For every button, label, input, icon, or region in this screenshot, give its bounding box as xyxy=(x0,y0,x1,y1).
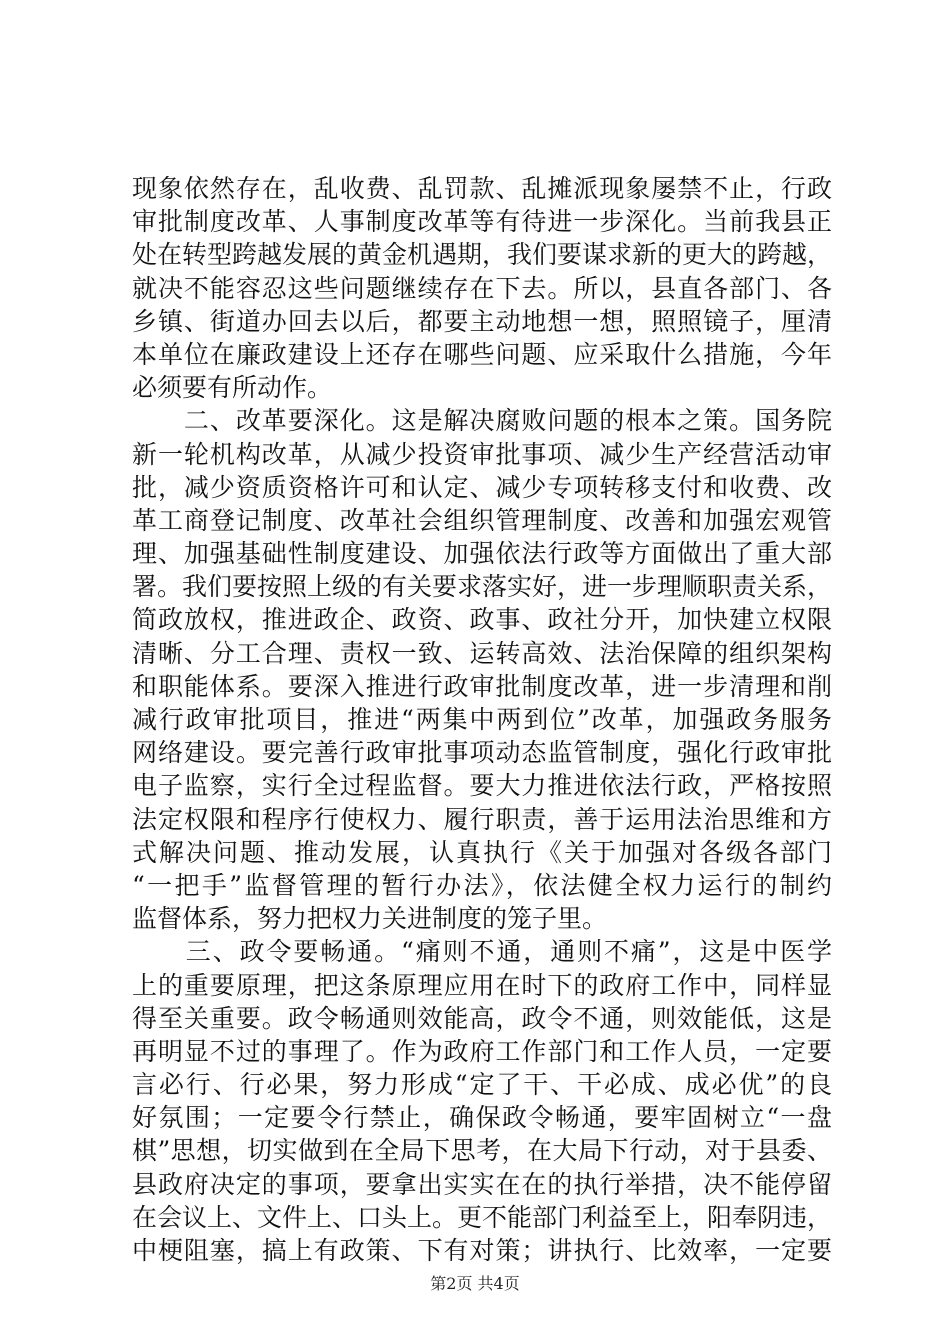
text-line: 言必行、行必果，努力形成“定了干、干必成、成必优”的良 xyxy=(132,1070,832,1100)
text-line: 法定权限和程序行使权力、履行职责，善于运用法治思维和方 xyxy=(132,804,832,834)
text-line: 理、加强基础性制度建设、加强依法行政等方面做出了重大部 xyxy=(132,539,832,569)
text-line: 批，减少资质资格许可和认定、减少专项转移支付和收费、改 xyxy=(132,472,832,502)
text-line: 和职能体系。要深入推进行政审批制度改革，进一步清理和削 xyxy=(132,671,832,701)
text-line: 新一轮机构改革，从减少投资审批事项、减少生产经营活动审 xyxy=(132,439,832,469)
text-line: 减行政审批项目，推进“两集中两到位”改革，加强政务服务 xyxy=(132,705,832,734)
text-line: 监督体系，努力把权力关进制度的笼子里。 xyxy=(132,904,608,934)
text-line: 清晰、分工合理、责权一致、运转高效、法治保障的组织架构 xyxy=(132,638,832,668)
text-line: 棋”思想，切实做到在全局下思考，在大局下行动，对于县委、 xyxy=(132,1136,832,1166)
text-line: 上的重要原理，把这条原理应用在时下的政府工作中，同样显 xyxy=(132,970,832,1000)
text-line: 二、改革要深化。这是解决腐败问题的根本之策。国务院 xyxy=(132,406,832,436)
body-text xyxy=(132,172,832,1267)
text-line: 乡镇、街道办回去以后，都要主动地想一想，照照镜子，厘清 xyxy=(132,306,832,336)
text-line: 中梗阻塞，搞上有政策、下有对策；讲执行、比效率，一定要 xyxy=(132,1236,832,1265)
text-line: 好氛围；一定要令行禁止，确保政令畅通，要牢固树立“一盘 xyxy=(132,1103,832,1133)
text-line: 在会议上、文件上、口头上。更不能部门利益至上，阳奉阴违， xyxy=(132,1202,833,1232)
text-line: 三、政令要畅通。“痛则不通，通则不痛”，这是中医学 xyxy=(132,937,832,967)
page-footer: 第2页 共4页 xyxy=(430,1274,520,1293)
text-line: 就决不能容忍这些问题继续存在下去。所以，县直各部门、各 xyxy=(132,273,832,303)
text-line: 式解决问题、推动发展，认真执行《关于加强对各级各部门 xyxy=(132,837,832,867)
text-line: 现象依然存在，乱收费、乱罚款、乱摊派现象屡禁不止，行政 xyxy=(132,174,832,203)
text-line: 电子监察，实行全过程监督。要大力推进依法行政，严格按照 xyxy=(132,771,832,801)
text-line: 署。我们要按照上级的有关要求落实好，进一步理顺职责关系， xyxy=(132,572,833,602)
text-line: 革工商登记制度、改革社会组织管理制度、改善和加强宏观管 xyxy=(132,505,832,535)
text-line: 网络建设。要完善行政审批事项动态监管制度，强化行政审批 xyxy=(132,738,832,768)
text-line: 简政放权，推进政企、政资、政事、政社分开，加快建立权限 xyxy=(132,605,832,635)
text-line: “一把手”监督管理的暂行办法》，依法健全权力运行的制约 xyxy=(132,870,832,900)
text-line: 本单位在廉政建设上还存在哪些问题、应采取什么措施，今年 xyxy=(132,339,832,369)
text-line: 必须要有所动作。 xyxy=(132,373,333,403)
text-line: 再明显不过的事理了。作为政府工作部门和工作人员，一定要 xyxy=(132,1036,832,1066)
text-line: 处在转型跨越发展的黄金机遇期，我们要谋求新的更大的跨越， xyxy=(132,240,833,270)
text-line: 县政府决定的事项，要拿出实实在在的执行举措，决不能停留 xyxy=(132,1169,832,1199)
text-line: 得至关重要。政令畅通则效能高，政令不通，则效能低，这是 xyxy=(132,1003,832,1033)
text-line: 审批制度改革、人事制度改革等有待进一步深化。当前我县正 xyxy=(132,207,832,237)
